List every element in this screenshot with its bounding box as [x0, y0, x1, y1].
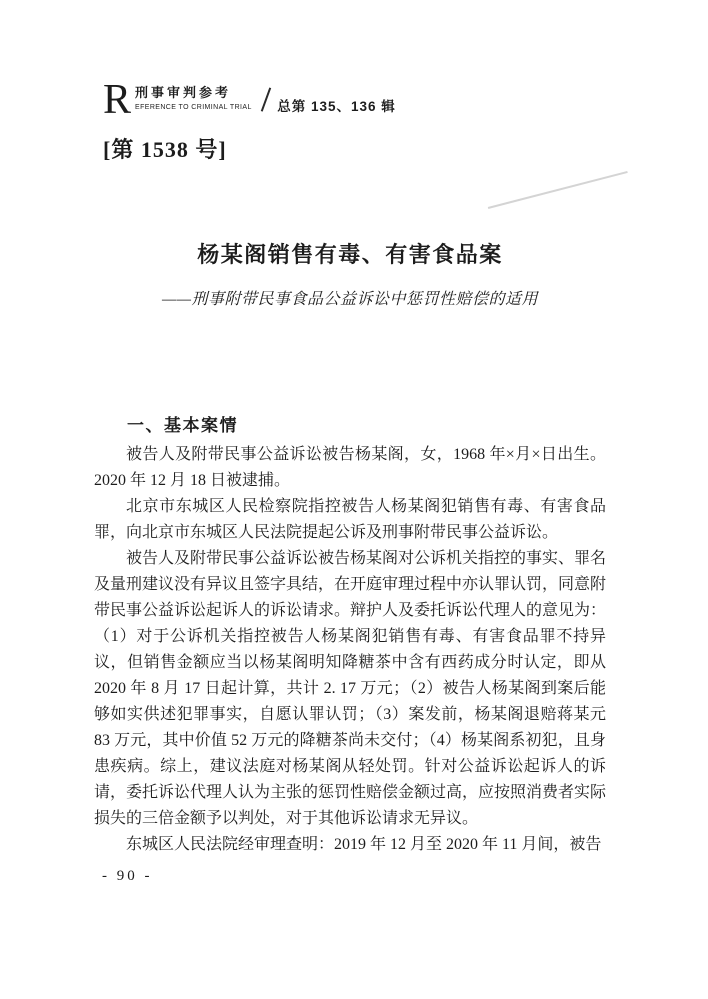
body-text-column: [94, 442, 606, 858]
journal-title-chinese: 刑事审判参考: [135, 85, 232, 100]
section-heading-basic-facts: 一、基本案情: [127, 416, 238, 435]
case-title: 杨某阁销售有毒、有害食品案: [197, 242, 503, 267]
paragraph-prosecution: 北京市东城区人民检察院指控被告人杨某阁犯销售有毒、有害食品罪，向北京市东城区人民法院提起公诉及刑事附带民事公益诉讼。: [94, 498, 606, 541]
scan-artifact-line: [488, 171, 628, 209]
logo-title-stack: [135, 85, 252, 112]
page-number: - 90 -: [102, 868, 153, 884]
case-subtitle: ——刑事附带民事食品公益诉讼中惩罚性赔偿的适用: [162, 291, 538, 308]
journal-logo: [103, 77, 396, 123]
paragraph-defendant-info: 被告人及附带民事公益诉讼被告杨某阁，女，1968 年×月×日出生。2020 年 12 月 18 日被逮捕。: [94, 446, 606, 489]
logo-letter-r: R: [103, 77, 132, 123]
slash-divider-icon: [261, 87, 271, 111]
journal-masthead: [103, 77, 396, 123]
paragraph-court-findings: 东城区人民法院经审理查明：2019 年 12 月至 2020 年 11 月间，被告: [126, 836, 602, 853]
journal-title-english: EFERENCE TO CRIMINAL TRIAL: [135, 104, 252, 111]
paragraph-defense-opinions: 被告人及附带民事公益诉讼被告杨某阁对公诉机关指控的事实、罪名及量刑建议没有异议且签字具结，在开庭审理过程中亦认罪认罚，同意附带民事公益诉讼起诉人的诉讼请求。辩护人及委托诉讼代理人的意见为：（1）对于公诉机关指控被告人杨某阁犯销售有毒、有害食品罪不持异议，但销售金额应当以杨某阁明知降糖茶中含有西药成分时认定，即从 2020 年 8 月 17 日起计算，共计 2. 17 万元；（2）被告人杨某阁到案后能够如实供述犯罪事实，自愿认罪认罚；（3）案发前，杨某阁退赔蒋某元 83 万元，其中价值 52 万元的降糖茶尚未交付；（4）杨某阁系初犯，且身患疾病。综上，建议法庭对杨某阁从轻处罚。针对公益诉讼起诉人的诉请，委托诉讼代理人认为主张的惩罚性赔偿金额过高，应按照消费者实际损失的三倍金额予以判处，对于其他诉讼请求无异议。: [94, 550, 607, 827]
issue-number: 总第 135、136 辑: [277, 99, 396, 114]
case-number: [第 1538 号]: [103, 137, 227, 162]
